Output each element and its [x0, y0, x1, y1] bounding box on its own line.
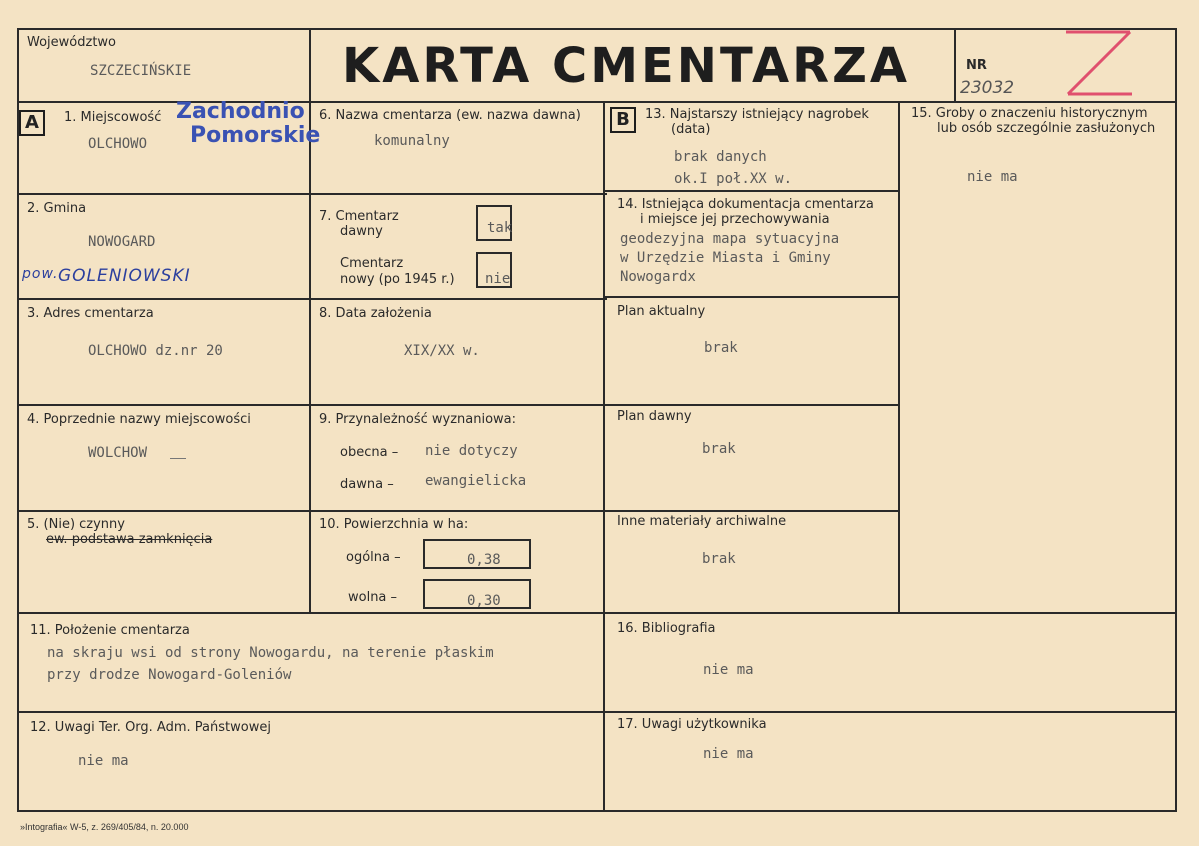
field-12-value: nie ma	[78, 753, 129, 769]
field-13-value-1: brak danych	[674, 149, 767, 165]
inne-materialy-label: Inne materiały archiwalne	[617, 514, 787, 529]
stamp-line-1: Zachodnio	[176, 99, 305, 124]
field-14-label-2: i miejsce jej przechowywania	[640, 212, 830, 227]
inne-materialy-value: brak	[702, 551, 736, 567]
plan-dawny-label: Plan dawny	[617, 409, 692, 424]
field-7-nowy-label-1: Cmentarz	[340, 256, 404, 271]
field-10-wolna-label: wolna –	[348, 590, 398, 605]
field-14-value-3: Nowogardx	[620, 269, 696, 285]
field-9-dawna-value: ewangielicka	[425, 473, 527, 489]
field-16-value: nie ma	[703, 662, 754, 678]
field-3-label: 3. Adres cmentarza	[27, 306, 154, 321]
field-16-label: 16. Bibliografia	[617, 621, 716, 636]
plan-aktualny-label: Plan aktualny	[617, 304, 706, 319]
rule-row1-left	[17, 193, 607, 195]
region-stamp	[176, 100, 320, 148]
field-14-value-1: geodezyjna mapa sytuacyjna	[620, 231, 840, 247]
field-10-label: 10. Powierzchnia w ha:	[319, 517, 469, 532]
rule-14-bottom	[605, 296, 898, 298]
field-1-value: OLCHOWO	[88, 136, 148, 152]
field-14-value-2: w Urzędzie Miasta i Gminy	[620, 250, 831, 266]
wojewodztwo-label: Województwo	[27, 35, 117, 50]
field-11-label: 11. Położenie cmentarza	[30, 623, 190, 638]
rule-mid-right	[605, 190, 898, 192]
field-10-ogolna-value: 0,38	[467, 552, 501, 568]
field-10-wolna-value: 0,30	[467, 593, 501, 609]
field-10-ogolna-label: ogólna –	[346, 550, 401, 565]
field-14-label-1: 14. Istniejąca dokumentacja cmentarza	[617, 197, 874, 212]
field-13-label-1: 13. Najstarszy istniejący nagrobek	[645, 107, 869, 122]
field-5-label-1: 5. (Nie) czynny	[27, 517, 125, 532]
field-13-value-2: ok.I poł.XX w.	[674, 171, 793, 187]
field-8-label: 8. Data założenia	[319, 306, 432, 321]
rule-plan-dawny-bottom	[605, 510, 898, 512]
powiat-value: GOLENIOWSKI	[58, 266, 191, 286]
wojewodztwo-value: SZCZECIŃSKIE	[90, 63, 192, 79]
rule-header-nr-divider	[954, 28, 956, 102]
rule-plan-aktualny-bottom	[605, 404, 898, 406]
field-3-value: OLCHOWO dz.nr 20	[88, 343, 223, 359]
rule-15-divider	[898, 101, 900, 612]
field-6-value: komunalny	[374, 133, 450, 149]
field-15-value: nie ma	[967, 169, 1018, 185]
rule-row3-left	[17, 404, 607, 406]
field-8-value: XIX/XX w.	[404, 343, 480, 359]
rule-main-bottom	[17, 612, 1177, 614]
nr-value: 23032	[960, 78, 1015, 98]
plan-aktualny-value: brak	[704, 340, 738, 356]
page-title: KARTA CMENTARZA	[342, 38, 911, 94]
field-1-label: 1. Miejscowość	[64, 110, 162, 125]
field-7-label: 7. Cmentarz	[319, 209, 399, 224]
field-7-nowy-value: nie	[485, 271, 511, 287]
field-17-value: nie ma	[703, 746, 754, 762]
field-9-obecna-label: obecna –	[340, 445, 399, 460]
field-7-dawny-value: tak	[487, 220, 513, 236]
nr-label: NR	[966, 58, 987, 73]
field-9-label: 9. Przynależność wyznaniowa:	[319, 412, 517, 427]
field-15-label-2: lub osób szczególnie zasłużonych	[937, 121, 1156, 136]
field-2-label: 2. Gmina	[27, 201, 87, 216]
field-11-value-2: przy drodze Nowogard-Goleniów	[47, 667, 292, 683]
rule-b-divider	[603, 101, 605, 811]
field-9-dawna-label: dawna –	[340, 477, 394, 492]
powiat-prefix: pow.	[22, 266, 59, 282]
field-13-label-2: (data)	[671, 122, 711, 137]
rule-row11-bottom	[17, 711, 1177, 713]
field-9-obecna-value: nie dotyczy	[425, 443, 518, 459]
category-mark-z	[1060, 28, 1136, 100]
stamp-line-2: Pomorskie	[190, 123, 321, 148]
field-15-label-1: 15. Groby o znaczeniu historycznym	[911, 106, 1148, 121]
rule-row2-left	[17, 298, 607, 300]
plan-dawny-value: brak	[702, 441, 736, 457]
field-11-value-1: na skraju wsi od strony Nowogardu, na terenie płaskim	[47, 645, 494, 661]
field-5-label-2: ew. podstawa zamknięcia	[46, 532, 213, 547]
field-17-label: 17. Uwagi użytkownika	[617, 717, 767, 732]
field-6-label: 6. Nazwa cmentarza (ew. nazwa dawna)	[319, 108, 581, 123]
section-b-letter: B	[610, 107, 636, 133]
field-7-dawny-label: dawny	[340, 224, 383, 239]
field-7-nowy-label-2: nowy (po 1945 r.)	[340, 272, 455, 287]
section-a-letter: A	[19, 110, 45, 136]
field-12-label: 12. Uwagi Ter. Org. Adm. Państwowej	[30, 720, 271, 735]
field-4-value: WOLCHOW	[88, 445, 148, 461]
rule-row4-left	[17, 510, 607, 512]
field-2-value: NOWOGARD	[88, 234, 156, 250]
field-4-label: 4. Poprzednie nazwy miejscowości	[27, 412, 251, 427]
printer-footer: »Intografia« W-5, z. 269/405/84, n. 20.000	[20, 822, 189, 832]
field-4-dash	[170, 458, 186, 459]
